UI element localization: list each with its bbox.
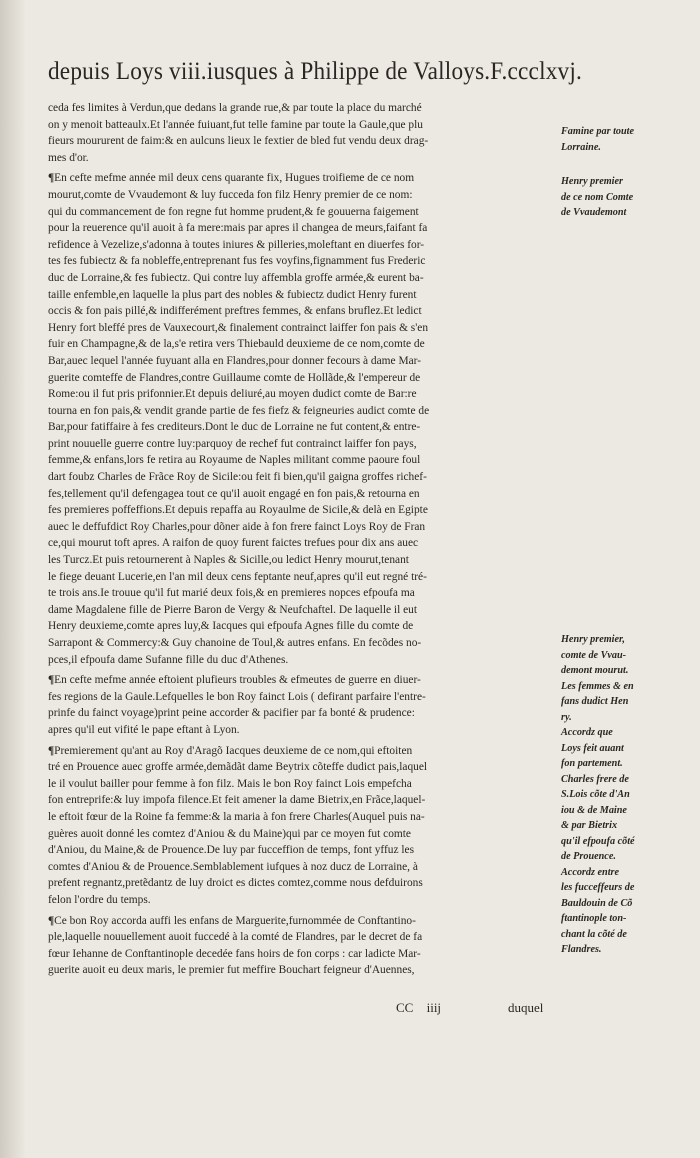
paragraph	[48, 100, 554, 166]
paragraph	[48, 672, 554, 738]
signature-mark: CC iiij	[396, 1000, 442, 1015]
paragraph	[48, 913, 554, 979]
paragraph-text: Ce bon Roy accorda auffi les enfans de Marguerite,furnommée de Conftantino- ple,laquelle nouuellement auoit fuccedé à la comté de Flandres, par le decret de fa fœur Iehanne de Conftantinople decedée fans hoirs de fon corps : car ladicte Mar- guerite auoit eu deux maris, le premier fut meffire Bouchart feigneur d'Auennes,	[48, 914, 423, 977]
paragraph-text: En cefte mefme année eftoient plufieurs troubles & efmeutes de guerre en diuer- fes regions de la Gaule.Lefquelles le bon Roy fainct Lois ( defirant parfaire l'entre- prinfe du fainct voyage)print peine accorder & pacifier par fa bonté & prudence: apres qu'il eut vifité le pape eftant à Lyon.	[48, 674, 426, 736]
paragraph	[48, 743, 554, 909]
body-text	[48, 100, 554, 983]
page-gutter	[0, 0, 26, 1158]
paragraph-text: Premierement qu'ant au Roy d'Aragõ Iacques deuxieme de ce nom,qui eftoiten tré en Prouence auec groffe armée,demãdãt dame Beytrix cõteffe dudict pais,laquel le il voulut bailler pour femme à fon filz. Mais le bon Roy fainct Lois empefcha fon entreprife:& luy impofa filence.Et feit amener la dame Bietrix,en Frãce,laquel- le eftoit fœur de la Roine fa femme:& la maria à fon frere Charles(Auquel puis na- guères auoit donné les comtez d'Aniou & du Maine)qui par ce moyen fut comte d'Aniou, du Maine,& de Prouence.De luy par fucceffion de temps, font yffuz les comtes d'Aniou & de Prouence.Semblablement iufques à noz ducz de Lorraine, à prefent regnantz,pretẽdantz de luy droict es dictes comtez,comme nous defduirons felon l'ordre du temps.	[48, 744, 428, 906]
marginal-note: Henry premier de ce nom Comte de Vvaudemont	[561, 176, 634, 218]
pilcrow-mark: ¶	[48, 914, 55, 927]
running-title: depuis Loys viii.iusques à Philippe de Valloys.F.ccclxvj.	[48, 58, 582, 85]
pilcrow-mark: ¶	[48, 744, 55, 757]
paragraph-text: ceda fes limites à Verdun,que dedans la grande rue,& par toute la place du marché on y menoit batteaulx.Et l'année fuiuant,fut telle famine par toute la Gaule,que plu fieurs moururent de faim:& en aulcuns lieux le fextier de bled fut vendu deux drag- mes d'or.	[48, 102, 429, 164]
paragraph-text: En cefte mefme année mil deux cens quarante fix, Hugues troifieme de ce nom mourut,comte de Vvaudemont & luy fucceda fon filz Henry premier de ce nom: qui du commancement de fon regne fut homme prudent,& fe gouuerna faigement pour la reuerence qu'il auoit à fa mere:mais par apres il changea de meurs,faifant fa refidence à Vezelize,s'adonna à toutes iniures & pilleries,moleftant en diuerfes for- tes fes fubiectz & fa nobleffe,entreprenant fus fes voyfins,fignamment fus Frederic duc de Lorraine,& fes fubiectz. Qui contre luy affembla groffe armée,& eurent ba- taille enfemble,en laquelle la plus part des nobles & fubiectz dudict Henry furent occis & fon pais pillé,& indifferément preftres femmes, & enfans bruflez.Et ledict Henry fort bleffé pres de Vauxecourt,& finalement contrainct laiffer fon pais & s'en fuir en Champagne,& de la,s'e retira vers Thiebauld deuxieme de ce nom,comte de Bar,auec lequel l'année fuyuant alla en Flandres,pour donner fecours à dame Mar- guerite comteffe de Flandres,contre Guillaume comte de Hollãde,& l'empereur de Rome:ou il fut pris prifonnier.Et depuis deliuré,au moyen dudict comte de Bar:re tourna en fon pais,& vendit grande partie de fes fiefz & feigneuries audict comte de Bar,pour fatiffaire à fes crediteurs.Dont le duc de Lorraine ne fut content,& entre- print nouuelle guerre contre luy:parquoy de rechef fut contrainct laiffer fon pays, femme,& enfans,lors fe retira au Royaume de Naples militant comme paoure foul dart foubz Charles de Frãce Roy de Sicile:ou feit fi bien,qu'il gaigna groffes richef- fes,tellement qu'il defengagea tout ce qu'il auoit engagé en fon pais,& retourna en fes premieres poffeffions.Et depuis repaffa au Royaulme de Sicile,& delà en Egipte auec le deffufdict Roy Charles,pour dõner aide à fon frere fainct Loys Roy de Fran ce,qui mourut toft apres. A raifon de quoy furent faictes trefues pour dix ans auec les Turcz.Et puis retournerent à Naples & Sicille,ou ledict Henry mourut,tenant le fiege deuant Lucerie,en l'an mil deux cens feptante neuf,apres qu'il eut regné tré- te trois ans.Ie trouue qu'il fut marié deux fois,& en premieres nopces efpoufa ma dame Magdalene fille de Pierre Baron de Vergy & Neufchaftel. De laquelle il eut Henry deuxieme,comte apres luy,& Iacques qui efpoufa Agnes fille du comte de Sarrapont & Commercy:& Guy chanoine de Toul,& autres enfans. En fecõdes no- pces,il efpoufa dame Sufanne fille du duc d'Athenes.	[48, 172, 430, 666]
pilcrow-mark: ¶	[48, 674, 55, 687]
catchword: duquel	[508, 1000, 544, 1015]
paragraph	[48, 170, 554, 668]
marginal-note: Henry premier, comte de Vvau- demont mourut. Les femmes & en fans dudict Hen ry. Accordz que Loys feit auant fon partement. Charles frere de S.Lois cõte d'An iou & de Maine & par Bietrix qu'il efpoufa cõté de Prouence. Accordz entre les fucceffeurs de Bauldouin de Cõ ftantinople ton- chant la cõté de Flandres.	[561, 634, 635, 955]
pilcrow-mark: ¶	[48, 172, 55, 185]
page-footer	[396, 1000, 544, 1016]
marginal-note: Famine par toute Lorraine.	[561, 126, 635, 153]
